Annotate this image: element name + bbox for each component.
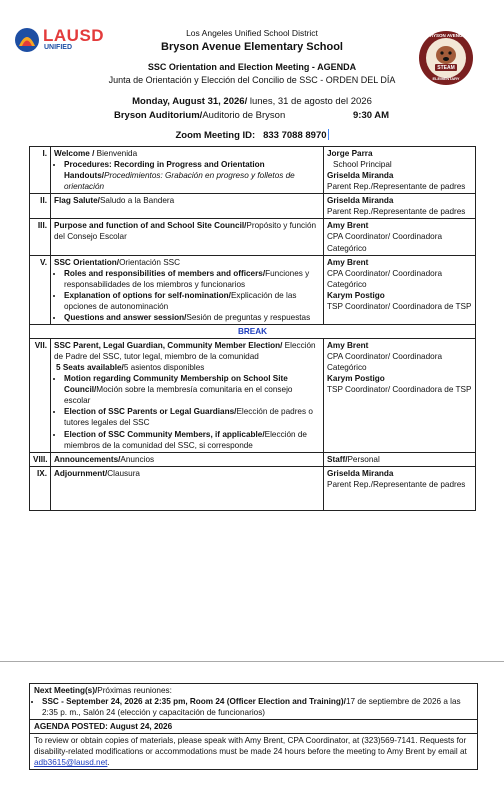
meeting-title: SSC Orientation and Election Meeting - AGENDA xyxy=(147,62,357,72)
agenda-posted: AGENDA POSTED: August 24, 2026 xyxy=(30,719,477,733)
meeting-location: Bryson Auditorium/Auditorio de Bryson xyxy=(114,110,286,121)
meeting-date: Monday, August 31, 2026/ lunes, 31 de agosto del 2026 xyxy=(132,96,372,107)
zoom-meeting-id: Zoom Meeting ID: 833 7088 8970 xyxy=(175,130,327,141)
district-name: Los Angeles Unified School District xyxy=(186,28,318,38)
meeting-title-es: Junta de Orientación y Elección del Concilio de SSC - ORDEN DEL DÍA xyxy=(108,75,396,85)
lausd-logo-text: LAUSD xyxy=(43,26,105,45)
bryson-steam-seal: BRYSON AVENUE STEAM ELEMENTARY xyxy=(418,30,474,86)
footer-box xyxy=(29,683,478,770)
agenda-row-flag-salute: II. Flag Salute/Saludo a la Bandera Griselda Miranda Parent Rep./Representante de padres xyxy=(30,194,476,219)
agenda-row-adjournment: IX. Adjournment/Clausura Griselda Miranda Parent Rep./Representante de padres xyxy=(30,466,476,510)
contact-info: To review or obtain copies of materials, please speak with Amy Brent, CPA Coordinator, at (323)569-7141. Requests for disability-related modifications or accommodations must be made 24 hours before the meeting to Amy Brent by email at adb3615@lausd.net. xyxy=(30,733,477,769)
meeting-time: 9:30 AM xyxy=(353,110,390,121)
welcome-bullets: • Procedures: Recording in Progress and Orientation Handouts/Procedimientos: Grabación en progreso y folletos de orientación xyxy=(54,159,320,192)
agenda-row-purpose: III. Purpose and function of and School Site Council/Propósito y función del Consejo Escolar Amy Brent CPA Coordinator/ Coordinadora Categórico xyxy=(30,219,476,255)
text-cursor xyxy=(328,129,329,140)
election-bullets: • Motion regarding Community Membership on School Site Council/Moción sobre la membresía comunitaria en el consejo escolar • Election of SSC Parents or Legal Guardians/Elección de padres o tutores legales del SSC • Election of SSC Community Members, if applicable/Elección de miembros de la comunidad del SSC, si corresponde xyxy=(54,373,320,450)
page-divider xyxy=(0,661,504,662)
agenda-row-welcome: I. Welcome / Bienvenida • Procedures: Recording in Progress and Orientation Handouts/Procedimientos: Grabación en progreso y folletos de orientación Jorge Parra School Principal Griselda Miranda Parent Rep./Representante de padres xyxy=(30,147,476,194)
orientation-bullets: • Roles and responsibilities of members and officers/Funciones y responsabilidades de los miembros y funcionarios • Explanation of options for self-nomination/Explicación de las opciones de autonominación • Questions and answer session/Sesión de preguntas y respuestas xyxy=(54,268,320,323)
email-link[interactable]: adb3615@lausd.net xyxy=(34,758,108,768)
lausd-logo-subtext: UNIFIED xyxy=(44,44,72,51)
agenda-table xyxy=(29,146,476,511)
school-name: Bryson Avenue Elementary School xyxy=(161,41,343,53)
next-meetings: Next Meeting(s)/Próximas reuniones: • SSC - September 24, 2026 at 2:35 pm, Room 24 (Officer Election and Training)/17 de septiembre de 2026 a las 2:35 p. m., Salón 24 (elección y capacitación de funcionarios) xyxy=(30,684,477,719)
agenda-row-announcements: VIII. Announcements/Anuncios Staff/Personal xyxy=(30,452,476,466)
agenda-row-break: BREAK xyxy=(30,324,476,338)
agenda-row-orientation: V. SSC Orientation/Orientación SSC • Roles and responsibilities of members and officers/Funciones y responsabilidades de los miembros y funcionarios • Explanation of options for self-nomination/Explicación de las opciones de autonominación • Questions and answer session/Sesión de preguntas y respuestas Amy Brent CPA Coordinator/ Coordinadora Categórico Karym Postigo TSP Coordinator/ Coordinadora de TSP xyxy=(30,255,476,324)
agenda-row-election: VII. SSC Parent, Legal Guardian, Community Member Election/ Elección de Padre del SSC, tutor legal, miembro de la comunidad 5 Seats available/5 asientos disponibles • Motion regarding Community Membership on School Site Council/Moción sobre la membresía comunitaria en el consejo escolar • Election of SSC Parents or Legal Guardians/Elección de padres o tutores legales del SSC • Election of SSC Community Members, if applicable/Elección de miembros de la comunidad del SSC, si corresponde Amy Brent CPA Coordinator/ Coordinadora Categórico Karym Postigo TSP Coordinator/ Coordinadora de TSP xyxy=(30,339,476,453)
